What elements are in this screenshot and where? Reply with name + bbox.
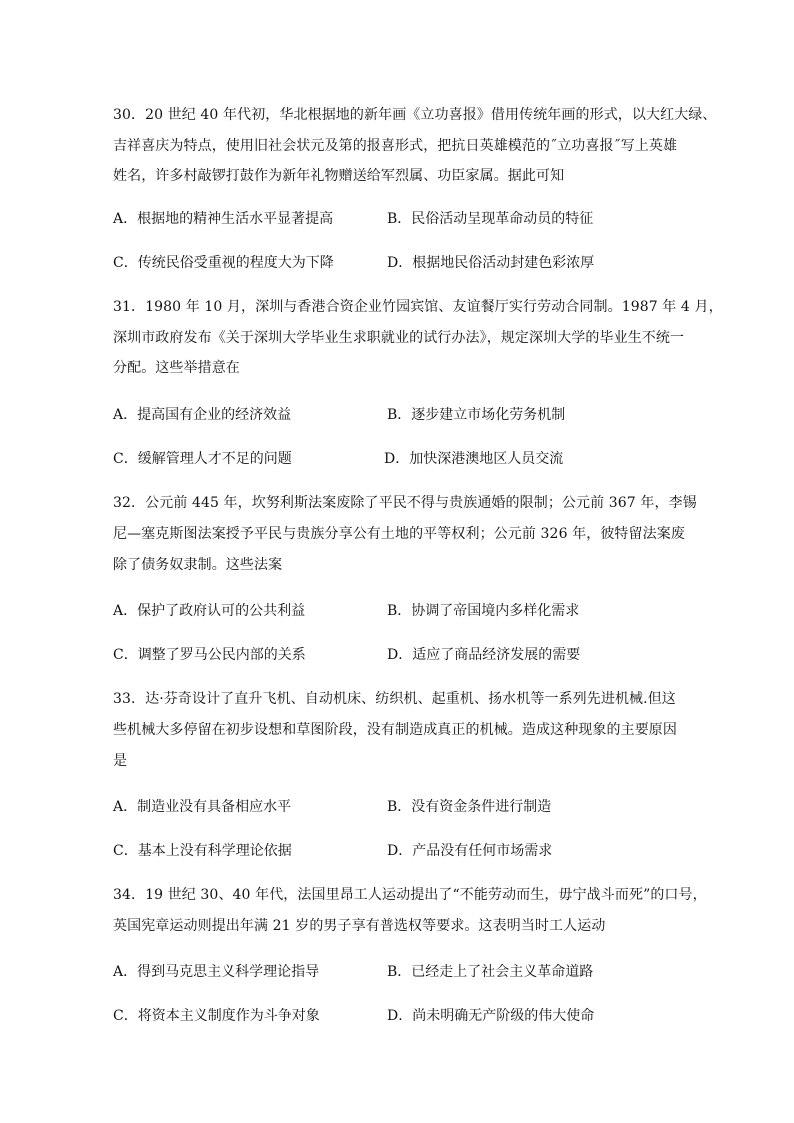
option-d: D．根据地民俗活动封建色彩浓厚: [387, 255, 595, 271]
option-a: A．制造业没有具备相应水平: [113, 799, 292, 815]
option-b: B．民俗活动呈现革命动员的特征: [387, 211, 594, 227]
option-a: A．提高国有企业的经济效益: [113, 407, 292, 423]
option-c: C．调整了罗马公民内部的关系: [113, 647, 306, 663]
question-stem-line: 英国宪章运动则提出年满 21 岁的男子享有普选权等要求。这表明当时工人运动: [113, 918, 606, 934]
option-a: A．得到马克思主义科学理论指导: [113, 964, 320, 980]
question-stem-line: 除了债务奴隶制。这些法案: [113, 557, 283, 573]
option-a: A．根据地的精神生活水平显著提高: [113, 211, 334, 227]
question-stem-line: 深圳市政府发布《关于深圳大学毕业生求职就业的试行办法》，规定深圳大学的毕业生不统一: [113, 330, 685, 346]
question-stem-line: 33．达·芬奇设计了直升飞机、自动机床、纺织机、起重机、扬水机等一系列先进机械.但这: [113, 691, 676, 707]
option-a: A．保护了政府认可的公共利益: [113, 603, 306, 619]
option-c: C．将资本主义制度作为斗争对象: [113, 1008, 320, 1024]
question-stem-line: 30．20 世纪 40 年代初，华北根据地的新年画《立功喜报》借用传统年画的形式，以大红大绿、: [113, 107, 717, 123]
option-b: B．协调了帝国境内多样化需求: [387, 603, 580, 619]
option-b: B．逐步建立市场化劳务机制: [387, 407, 566, 423]
question-stem-line: 吉祥喜庆为特点，使用旧社会状元及第的报喜形式，把抗日英雄模范的˝立功喜报˝写上英雄: [113, 138, 678, 154]
option-d: D．加快深港澳地区人员交流: [384, 451, 564, 467]
option-c: C．传统民俗受重视的程度大为下降: [113, 255, 334, 271]
question-stem-line: 34．19 世纪 30、40 年代，法国里昂工人运动提出了“不能劳动而生，毋宁战斗而死”的口号，: [113, 887, 707, 903]
option-c: C．基本上没有科学理论依据: [113, 843, 292, 859]
option-d: D．适应了商品经济发展的需要: [387, 647, 581, 663]
question-stem-line: 分配。这些举措意在: [113, 360, 240, 376]
question-stem-line: 31．1980 年 10 月，深圳与香港合资企业竹园宾馆、友谊餐厅实行劳动合同制。1987 年 4 月，: [113, 299, 723, 315]
option-b: B．没有资金条件进行制造: [387, 799, 552, 815]
question-stem-line: 姓名，许多村敲锣打鼓作为新年礼物赠送给军烈属、功臣家属。据此可知: [113, 168, 565, 184]
question-stem-line: 32．公元前 445 年，坎努利斯法案废除了平民不得与贵族通婚的限制；公元前 367 年，李锡: [113, 495, 697, 511]
question-stem-line: 尼—塞克斯图法案授予平民与贵族分享公有土地的平等权利；公元前 326 年，彼特留法案废: [113, 526, 685, 542]
option-d: D．产品没有任何市场需求: [387, 843, 553, 859]
option-b: B．已经走上了社会主义革命道路: [387, 964, 594, 980]
option-c: C．缓解管理人才不足的问题: [113, 451, 292, 467]
question-stem-line: 些机械大多停留在初步设想和草图阶段，没有制造成真正的机械。造成这种现象的主要原因: [113, 722, 677, 738]
question-stem-line: 是: [113, 753, 128, 769]
option-d: D．尚未明确无产阶级的伟大使命: [387, 1008, 595, 1024]
